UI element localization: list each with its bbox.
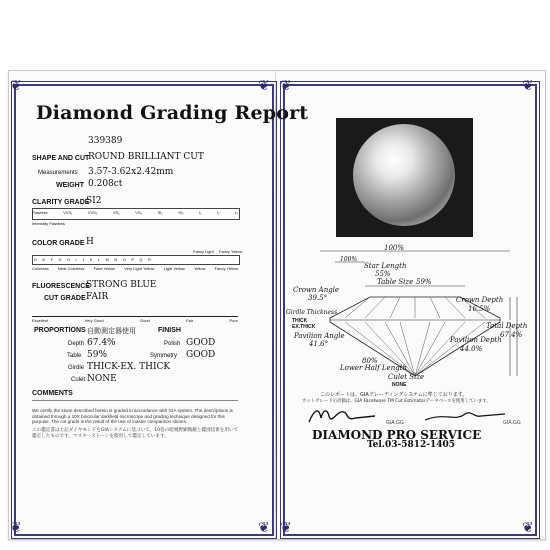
crown-angle-value: 39.5°	[308, 294, 328, 302]
measurements-label: Measurements	[38, 170, 78, 176]
lower-half-value: 80%	[362, 357, 378, 365]
cut-scale-label: Good	[139, 318, 150, 323]
clarity-scale-label: VS₁	[112, 210, 120, 215]
corner-ornament-icon: ❦	[10, 521, 22, 536]
lower-half-label: Lower Half Length	[340, 364, 408, 372]
comments-label: COMMENTS	[32, 390, 73, 397]
star-length-percent: 100%	[340, 256, 358, 263]
report-number: 339389	[88, 136, 123, 146]
shape-label: SHAPE AND CUT	[32, 155, 90, 162]
clarity-scale-label: SI₂	[178, 210, 184, 215]
clarity-label: CLARITY GRADE	[32, 199, 90, 206]
clarity-scale-label: VS₂	[135, 210, 143, 215]
pavilion-angle-label: Pavilion Angle	[294, 332, 345, 340]
table-value: 59%	[87, 350, 108, 360]
disclaimer-english: We certify the stone described herein is graded in accordance with GIA system. The descriptions is obtained through a 10X binocular darkfield microscope and grading technique designed for this purpose. The cut grade is the result of the use of master comparison stones.	[32, 408, 233, 425]
fancy-yellow-top-label: Fancy Yellow	[219, 249, 243, 254]
clarity-scale-label: Flawless	[32, 210, 48, 215]
color-label: COLOR GRADE	[32, 240, 85, 247]
finish-label: FINISH	[158, 327, 181, 334]
fluorescence-label: FLUORESCENCE	[32, 283, 90, 290]
footer-note-line-1: このレポートは、GIAグレーディングシステムに準じております。	[320, 392, 468, 398]
total-depth-label: Total Depth	[486, 322, 528, 330]
table-size-value: 59%	[416, 278, 432, 286]
clarity-scale-label: I₁	[199, 210, 202, 215]
color-scale-word: Fancy Yellow	[214, 266, 238, 271]
clarity-scale-label: I₃	[235, 210, 238, 215]
gia-mark-left: GIA.GG	[386, 420, 404, 426]
color-scale-word: Very Light Yellow	[124, 266, 155, 271]
corner-ornament-icon: ❦	[280, 521, 292, 536]
gia-mark-right: GIA.GG	[503, 420, 521, 426]
clarity-scale-labels	[32, 210, 238, 215]
girdle-value: THICK-EX. THICK	[87, 362, 171, 372]
corner-ornament-icon: ❦	[258, 79, 270, 94]
pavilion-depth-value: 44.0%	[460, 345, 483, 353]
table-label: Table	[67, 353, 82, 359]
color-scale-word: Faint Yellow	[93, 266, 115, 271]
star-length-value: 55%	[375, 270, 391, 278]
corner-ornament-icon: ❦	[280, 79, 292, 94]
polish-label: Polish	[164, 341, 181, 347]
company-name: DIAMOND PRO SERVICE	[312, 428, 482, 442]
cut-scale-label: Poor	[229, 318, 238, 323]
color-scale-word: Colorless	[32, 266, 49, 271]
clarity-value: SI2	[86, 196, 102, 206]
pavilion-depth-label: Pavilion Depth	[450, 336, 502, 344]
proportions-method: 自動測定器使用	[87, 327, 136, 335]
symmetry-value: GOOD	[186, 350, 216, 360]
diagram-100-percent: 100%	[384, 244, 405, 252]
weight-value: 0.208ct	[88, 179, 123, 189]
cut-scale-label: Very Good	[84, 318, 104, 323]
color-scale-letters: D E F G H I J K L M N O P Q R	[34, 257, 154, 262]
star-length-label: Star Length	[364, 262, 407, 270]
report-title: Diamond Grading Report	[36, 102, 309, 124]
color-scale-word: Yellow	[193, 266, 206, 271]
culet-size-value: NONE	[392, 382, 407, 388]
total-depth-value: 67.4%	[500, 331, 523, 339]
cut-label: CUT GRADE	[44, 295, 86, 302]
corner-ornament-icon: ❦	[10, 79, 22, 94]
signature-image	[305, 404, 525, 428]
cut-scale-label: Fair	[186, 318, 194, 323]
depth-label: Depth	[68, 341, 85, 347]
fancy-light-label: Fancy Light	[193, 249, 214, 254]
weight-label: WEIGHT	[56, 182, 84, 189]
measurements-value: 3.57-3.62x2.42mm	[88, 167, 174, 177]
culet-value: NONE	[87, 374, 117, 384]
clarity-scale-label: SI₁	[157, 210, 163, 215]
clarity-scale-label: VVS₂	[87, 210, 98, 215]
girdle-thickness-label: Girdle Thickness	[286, 309, 338, 316]
girdle-label: Girdle	[68, 365, 85, 371]
color-scale-word: Light Yellow	[163, 266, 185, 271]
disclaimer-japanese: この鑑定書は上記ダイヤモンドをGIAシステムに基づいて、10倍の暗視野顕微鏡と鑑別技術を用いて鑑定したものです。マスターストーンを使用して鑑定しています。	[32, 428, 239, 439]
crown-depth-value: 16.5%	[468, 305, 491, 313]
cut-value: FAIR	[86, 292, 109, 302]
culet-label: Culet	[71, 377, 86, 383]
cut-scale-line	[32, 316, 238, 317]
corner-ornament-icon: ❦	[258, 521, 270, 536]
clarity-scale-label: VVS₁	[63, 210, 73, 215]
proportions-label: PROPORTIONS	[34, 327, 86, 334]
diamond-photo	[353, 124, 455, 226]
clarity-scale-bottom: Internally Flawless	[32, 221, 65, 226]
polish-value: GOOD	[186, 338, 216, 348]
corner-ornament-icon: ❦	[522, 79, 534, 94]
clarity-scale-label: I₂	[217, 210, 220, 215]
table-size-label: Table Size	[377, 278, 414, 286]
fluorescence-value: STRONG BLUE	[86, 280, 157, 290]
girdle-thickness-value: THICK EX.THICK	[292, 318, 316, 330]
cut-scale-label: Excellent	[32, 318, 49, 323]
crown-depth-label: Crown Depth	[456, 296, 504, 304]
center-fold	[275, 70, 276, 538]
corner-ornament-icon: ❦	[522, 521, 534, 536]
depth-value: 67.4%	[87, 338, 116, 348]
color-value: H	[86, 237, 94, 247]
culet-size-label: Culet Size	[388, 373, 425, 381]
pavilion-angle-value: 41.6°	[309, 340, 329, 348]
shape-value: ROUND BRILLIANT CUT	[88, 152, 204, 162]
color-scale-words	[32, 266, 238, 271]
symmetry-label: Symmetry	[150, 353, 177, 359]
color-scale-word: Near Colorless	[57, 266, 85, 271]
comments-line	[32, 400, 238, 401]
crown-angle-label: Crown Angle	[293, 286, 340, 294]
footer-note-line-2: カットグレードの評価は、GIA Facetware TM Cut Estimatorデータベースを使用しています。	[302, 399, 491, 404]
cut-scale	[32, 318, 238, 323]
company-phone: Tel.03-5812-1405	[367, 440, 456, 450]
